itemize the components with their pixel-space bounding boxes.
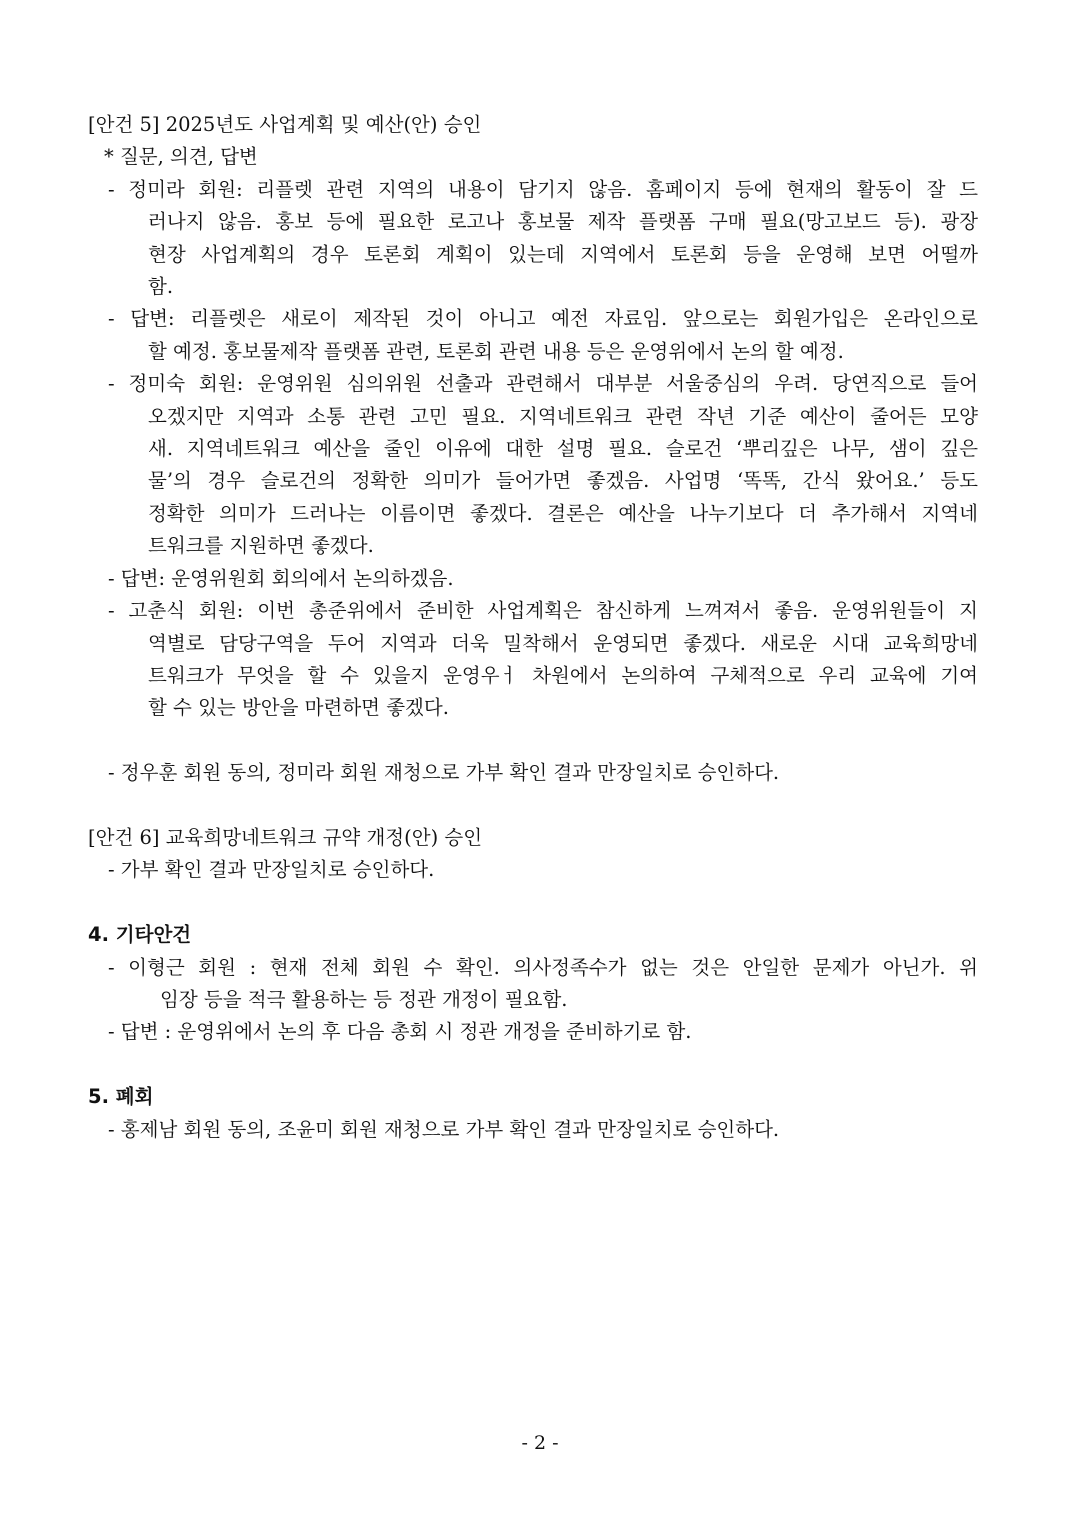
comment-line: - 고춘식 회원: 이번 총준위에서 준비한 사업계획은 참신하게 느껴져서 좋음. 운영위원들이 지 <box>108 599 978 623</box>
comment-line: - 이형근 회원 : 현재 전체 회원 수 확인. 의사정족수가 없는 것은 안일한 문제가 아닌가. 위 <box>108 955 978 979</box>
section5-title: 5. 폐회 <box>88 1085 154 1109</box>
qna-label: * 질문, 의견, 답변 <box>104 145 258 169</box>
comment-line: - 정미라 회원: 리플렛 관련 지역의 내용이 담기지 않음. 홈페이지 등에 현재의 활동이 잘 드 <box>108 177 978 201</box>
resolution-text: - 가부 확인 결과 만장일치로 승인하다. <box>108 858 435 882</box>
comment-line: 할 예정. 홍보물제작 플랫폼 관련, 토론회 관련 내용 등은 운영위에서 논의 할 예정. <box>148 339 844 363</box>
comment-line: 함. <box>148 275 174 299</box>
comment-line: 할 수 있는 방안을 마련하면 좋겠다. <box>148 696 449 720</box>
comment-line: 러나지 않음. 홍보 등에 필요한 로고나 홍보물 제작 플랫폼 구매 필요(망고보드 등). 광장 <box>148 210 978 234</box>
agenda5-comment-3 <box>88 595 978 725</box>
comment-line: 정확한 의미가 드러나는 이름이면 좋겠다. 결론은 예산을 나누기보다 더 추가해서 지역네 <box>148 501 978 525</box>
agenda5-answer-2 <box>88 563 978 595</box>
comment-line: - 답변: 리플렛은 새로이 제작된 것이 아니고 예전 자료임. 앞으로는 회원가입은 온라인으로 <box>108 307 978 331</box>
agenda6-heading: [안건 6] 교육희망네트워크 규약 개정(안) 승인 <box>88 825 483 849</box>
comment-line: - 정미숙 회원: 운영위원 심의위원 선출과 관련해서 대부분 서울중심의 우려. 당연직으로 들어 <box>108 372 978 396</box>
comment-line: 트워크를 지원하면 좋겠다. <box>148 534 374 558</box>
agenda5-resolution <box>88 757 978 789</box>
comment-line: - 답변 : 운영위에서 논의 후 다음 총회 시 정관 개정을 준비하기로 함. <box>108 1020 692 1044</box>
agenda5-comment-2 <box>88 368 978 562</box>
comment-line: - 답변: 운영위원회 회의에서 논의하겠음. <box>108 566 454 590</box>
comment-line: 임장 등을 적극 활용하는 등 정관 개정이 필요함. <box>160 987 568 1011</box>
page-number: - 2 - <box>521 1432 559 1454</box>
comment-line: 트워크가 무엇을 할 수 있을지 운영우ㅓ 차원에서 논의하여 구체적으로 우리 교육에 기여 <box>148 663 978 687</box>
comment-line: 오겠지만 지역과 소통 관련 고민 필요. 지역네트워크 관련 작년 기준 예산이 줄어든 모양 <box>148 404 978 428</box>
agenda5-answer-1 <box>88 303 978 368</box>
resolution-text: - 정우훈 회원 동의, 정미라 회원 재청으로 가부 확인 결과 만장일치로 승인하다. <box>108 761 780 785</box>
agenda6-resolution <box>88 854 978 886</box>
spacer <box>88 725 978 757</box>
agenda5-comment-1 <box>88 174 978 304</box>
section5-resolution <box>88 1114 978 1146</box>
spacer <box>88 1049 978 1081</box>
spacer <box>88 887 978 919</box>
comment-line: 물’의 경우 슬로건의 정확한 의미가 들어가면 좋겠음. 사업명 ‘똑똑, 간식 왔어요.’ 등도 <box>148 469 978 493</box>
agenda5-heading: [안건 5] 2025년도 사업계획 및 예산(안) 승인 <box>88 113 482 136</box>
comment-line: 현장 사업계획의 경우 토론회 계획이 있는데 지역에서 토론회 등을 운영해 보면 어떨까 <box>148 242 978 266</box>
section4-comment <box>88 952 978 1017</box>
comment-line: 새. 지역네트워크 예산을 줄인 이유에 대한 설명 필요. 슬로건 ‘뿌리깊은 나무, 샘이 깊은 <box>148 437 978 461</box>
section4-title: 4. 기타안건 <box>88 923 192 947</box>
page-content <box>88 109 978 1146</box>
spacer <box>88 790 978 822</box>
section4-answer <box>88 1016 978 1048</box>
comment-line: 역별로 담당구역을 두어 지역과 더욱 밀착해서 운영되면 좋겠다. 새로운 시대 교육희망네 <box>148 631 978 655</box>
resolution-text: - 홍제남 회원 동의, 조윤미 회원 재청으로 가부 확인 결과 만장일치로 승인하다. <box>108 1117 780 1141</box>
